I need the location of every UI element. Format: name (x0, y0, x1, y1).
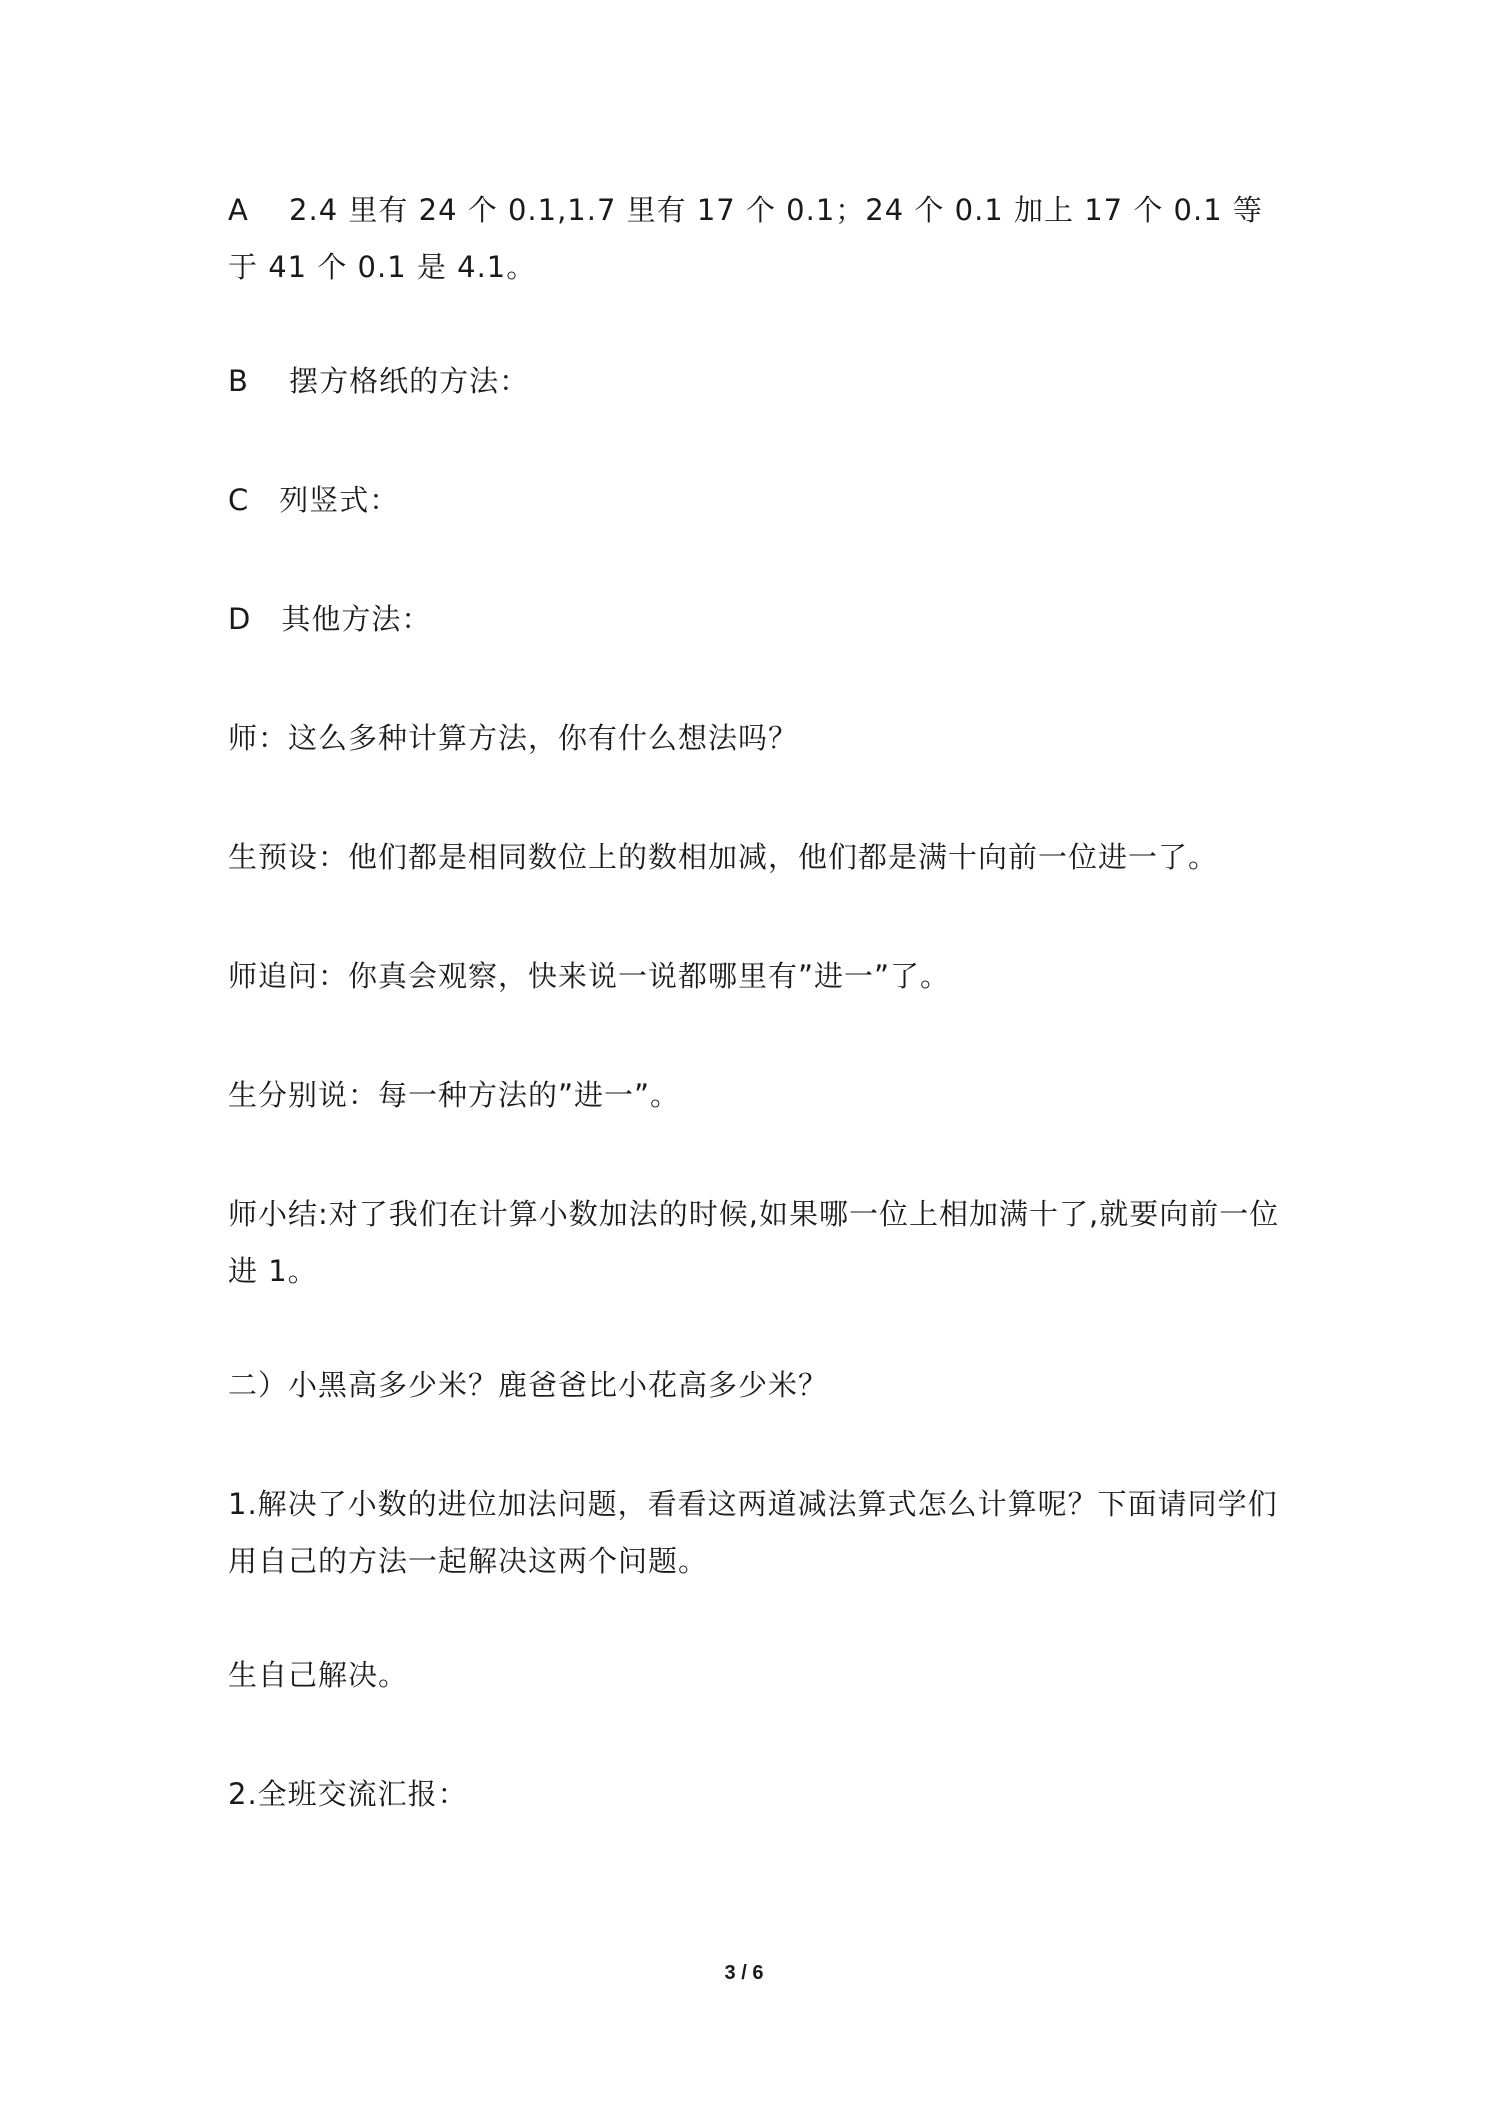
page-number: 3 / 6 (724, 1962, 764, 1984)
paragraph-step-one: 1.解决了小数的进位加法问题，看看这两道减法算式怎么计算呢？下面请同学们用自己的方法一起解决这两个问题。 (228, 1487, 1278, 1578)
paragraph-section-two-heading: 二）小黑高多少米？鹿爸爸比小花高多少米？ (228, 1368, 829, 1402)
paragraph-student-preset: 生预设：他们都是相同数位上的数相加减，他们都是满十向前一位进一了。 (228, 840, 1219, 874)
paragraph-student-solve: 生自己解决。 (228, 1658, 409, 1692)
paragraph-step-two: 2.全班交流汇报： (228, 1777, 468, 1811)
paragraph-option-a: A 2.4 里有 24 个 0.1,1.7 里有 17 个 0.1；24 个 0.1 加上 17 个 0.1 等于 41 个 0.1 是 4.1。 (228, 193, 1263, 284)
paragraph-option-d: D 其他方法： (228, 602, 432, 636)
paragraph-option-b: B 摆方格纸的方法： (228, 364, 530, 398)
paragraph-teacher-followup: 师追问：你真会观察，快来说一说都哪里有”进一”了。 (228, 959, 951, 993)
paragraph-teacher-question: 师：这么多种计算方法，你有什么想法吗？ (228, 721, 799, 755)
paragraph-option-c: C 列竖式： (228, 483, 400, 517)
paragraph-student-answers: 生分别说：每一种方法的”进一”。 (228, 1078, 681, 1112)
paragraph-teacher-summary: 师小结:对了我们在计算小数加法的时候,如果哪一位上相加满十了,就要向前一位进 1。 (228, 1197, 1280, 1288)
